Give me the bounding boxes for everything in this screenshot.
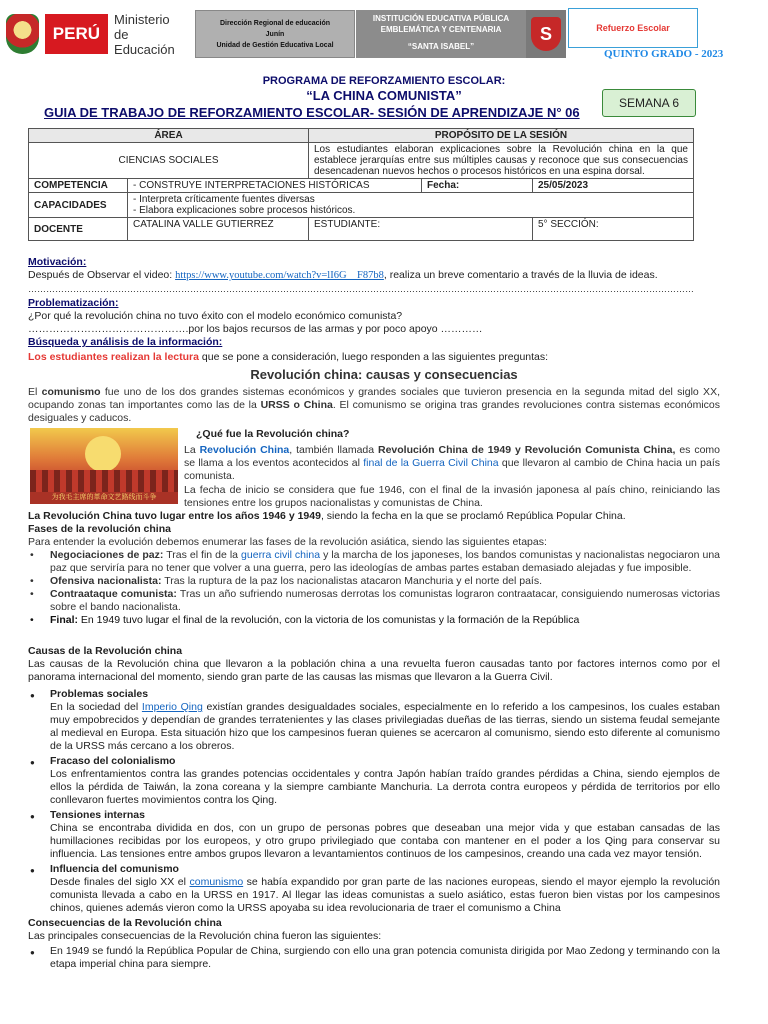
cause-social-text: En la sociedad del Imperio Qing existían grandes desigualdades sociales, especialmente en lo referido a los campesinos, los cuales estaban muy empobrecidos y dependían de grandes terratenientes y las clases privilegiadas dueñas de las tierras, siendo un sistema feudal semejante al medieval en Europa. Esta situación hizo que los campesinos fueran quienes se acercaron al comunismo, siendo esto diferente al comunismo de la URSS más cercano a los obreros. <box>50 701 720 752</box>
reading-p4: La Revolución China tuvo lugar entre los años 1946 y 1949, siendo la fecha en la que se proclamó República Popular China. <box>28 510 626 522</box>
causes-list <box>28 688 720 971</box>
cause-communism-text: Desde finales del siglo XX el comunismo se había expandido por gran parte de las naciones europeas, siendo el mayor ejemplo la revolución comunista llevada a cabo en la URSS en 1917. Al llegar las ideas comunistas a suelo asiático, estas fueron bien vistas por los campesinos chinos, quienes además vieron como la URSS apoyaba su idea revolucionaria de traer el comunismo a China <box>50 876 720 914</box>
list-item: ● En 1949 se fundó la República Popular de China, surgiendo con ello una gran potencia comunista dirigida por Mao Zedong y terminando con la etapa imperial china para siempre. <box>28 945 720 971</box>
peru-shield-icon <box>6 14 39 54</box>
phases-list <box>28 549 720 627</box>
list-item: • Final: En 1949 tuvo lugar el final de la revolución, con la victoria de los comunistas y la formación de la República <box>28 614 720 627</box>
peru-label: PERÚ <box>45 14 108 54</box>
date-label: Fecha: <box>422 179 533 193</box>
list-item: ● Fracaso del colonialismo <box>28 755 720 768</box>
consequences-title: Consecuencias de la Revolución china <box>28 917 222 929</box>
ministry-name: Ministerio de Educación <box>114 11 175 57</box>
session-info-table <box>28 128 694 241</box>
consequences-intro: Las principales consecuencias de la Revolución china fueron las siguientes: <box>28 930 382 942</box>
poster-caption: 为我毛主席的革命文艺路线而斗争 <box>30 492 178 504</box>
purpose-header: PROPÓSITO DE LA SESIÓN <box>309 129 694 143</box>
reading-instruction: Los estudiantes realizan la lectura que se pone a consideración, luego responden a las siguientes preguntas: <box>28 351 549 363</box>
guide-title: GUIA DE TRABAJO DE REFORZAMIENTO ESCOLAR- SESIÓN DE APRENDIZAJE N° 06 <box>44 105 580 120</box>
search-heading: Búsqueda y análisis de la información: <box>28 336 223 348</box>
list-item: ● Tensiones internas <box>28 809 720 822</box>
program-title: PROGRAMA DE REFORZAMIENTO ESCOLAR: <box>262 75 506 87</box>
reading-intro: El comunismo fue uno de los dos grandes sistemas económicos y grandes sociales que tuvieron presencia en la segunda mitad del siglo XX, ocupando zonas tan importantes como las de la URSS o China. El comunismo se origina tras grandes revoluciones contra sistemas económicos desiguales y caducos. <box>28 386 720 424</box>
question-title: ¿Qué fue la Revolución china? <box>196 428 350 440</box>
motivation-text: Después de Observar el video: https://www.youtube.com/watch?v=lI6G__F87b8, realiza un breve comentario a través de la lluvia de ideas. <box>28 269 658 281</box>
sun-shape <box>85 436 121 472</box>
topic-title: “LA CHINA COMUNISTA” <box>306 88 462 103</box>
problem-question: ¿Por qué la revolución china no tuvo éxito con el modelo económico comunista? <box>28 310 403 322</box>
crowd-shape <box>30 470 178 492</box>
cause-colonial-text: Los enfrentamientos contra las grandes potencias occidentales y contra Japón habían traído grandes pérdidas a China, siendo ejemplos de ellos la pérdida de Taiwán, la zona coreana y la siempre cambiante Manchuria. La derrota contra europeos y pérdida de territorios por ello conllevaron fuertes movimientos contra los Qing. <box>50 768 720 806</box>
refuerzo-logo: Refuerzo Escolar <box>568 8 698 48</box>
phases-intro: Para entender la evolución debemos enumerar las fases de la revolución asiática, siendo las siguientes etapas: <box>28 536 547 548</box>
grade-label: QUINTO GRADO - 2023 <box>604 48 724 60</box>
video-link[interactable]: https://www.youtube.com/watch?v=lI6G__F87b8 <box>175 270 384 281</box>
teacher-label: DOCENTE <box>29 218 128 241</box>
reading-p2: La Revolución China, también llamada Revolución China de 1949 y Revolución Comunista China, es como se llama a los eventos acontecidos al final de la Guerra Civil China que llevaron al cambio de China hacia un país comunista. <box>184 444 720 482</box>
list-item: • Negociaciones de paz: Tras el fin de la guerra civil china y la marcha de los japoneses, los bandos comunistas y nacionalistas negociaron una paz que serviría para no tener que volver a una guerra, pero las ideologías de ambas partes estaban demasiado alejadas y fue imposible. <box>28 549 720 575</box>
area-header: ÁREA <box>29 129 309 143</box>
propaganda-poster-image <box>30 428 178 504</box>
week-badge: SEMANA 6 <box>602 89 696 117</box>
motivation-heading: Motivación: <box>28 256 87 268</box>
section-field[interactable]: 5° SECCIÓN: <box>533 218 694 241</box>
dre-box: Dirección Regional de educación Junín Unidad de Gestión Educativa Local <box>195 10 355 58</box>
list-item: • Ofensiva nacionalista: Tras la ruptura de la paz los nacionalistas atacaron Manchuria y el norte del país. <box>28 575 720 588</box>
reading-p3: La fecha de inicio se considera que fue 1946, con el final de la invasión japonesa al país chino, reiniciando las tensiones entre los grupos nacionalistas y comunistas de China. <box>184 484 720 509</box>
ministry-logo <box>0 8 190 60</box>
reading-title: Revolución china: causas y consecuencias <box>250 367 518 382</box>
teacher-value: CATALINA VALLE GUTIERREZ <box>128 218 309 241</box>
list-item: • Contraataque comunista: Tras un año sufriendo numerosas derrotas los comunistas lograron contraatacar, consiguiendo numerosas victorias sobre el bando nacionalista. <box>28 588 720 614</box>
date-value: 25/05/2023 <box>533 179 694 193</box>
list-item: ● Influencia del comunismo <box>28 863 720 876</box>
motivation-answer-line[interactable]: …………………………………………………………………………………………………………………………………………………………………………………………………… <box>28 284 694 294</box>
area-value: CIENCIAS SOCIALES <box>29 143 309 179</box>
capacities-value: - Interpreta críticamente fuentes diversas - Elabora explicaciones sobre procesos históricos. <box>128 193 694 218</box>
school-crest-icon: S <box>526 10 566 58</box>
causes-intro: Las causas de la Revolución china que llevaron a la población china a una revuelta fueron causadas tanto por factores internos como por el panorama internacional del momento, siendo gran parte de las causas las mismas que llevaron a la Guerra Civil. <box>28 658 720 683</box>
competence-label: COMPETENCIA <box>29 179 128 193</box>
capacities-label: CAPACIDADES <box>29 193 128 218</box>
school-name-box: INSTITUCIÓN EDUCATIVA PÚBLICA EMBLEMÁTICA Y CENTENARIA “SANTA ISABEL” <box>356 10 526 58</box>
competence-value: - CONSTRUYE INTERPRETACIONES HISTÓRICAS <box>128 179 422 193</box>
purpose-value: Los estudiantes elaboran explicaciones sobre la Revolución china en la que establece jerarquías entre sus múltiples causas y reconoce que sus consecuencias desencadenan nuevos hechos o procesos históricos en una espina dorsal. <box>309 143 694 179</box>
phases-title: Fases de la revolución china <box>28 523 171 535</box>
causes-title: Causas de la Revolución china <box>28 645 183 657</box>
cause-tension-text: China se encontraba dividida en dos, con un grupo de personas pobres que deseaban una mejor vida y que estaban cansadas de las humillaciones recibidas por los europeos, y otro grupo privilegiado que contaba con mantener en el poder a los Qing para conservar su influencia. Las tensiones entre ambos grupos llevaron a levantamientos continuos de los campesinos, creando una cada vez mayor tensión. <box>50 822 720 860</box>
problem-heading: Problematización: <box>28 297 119 309</box>
problem-answer[interactable]: ……………………………………….por los bajos recursos de las armas y por poco apoyo ………… <box>28 323 483 335</box>
list-item: ● Problemas sociales <box>28 688 720 701</box>
student-field[interactable]: ESTUDIANTE: <box>309 218 533 241</box>
